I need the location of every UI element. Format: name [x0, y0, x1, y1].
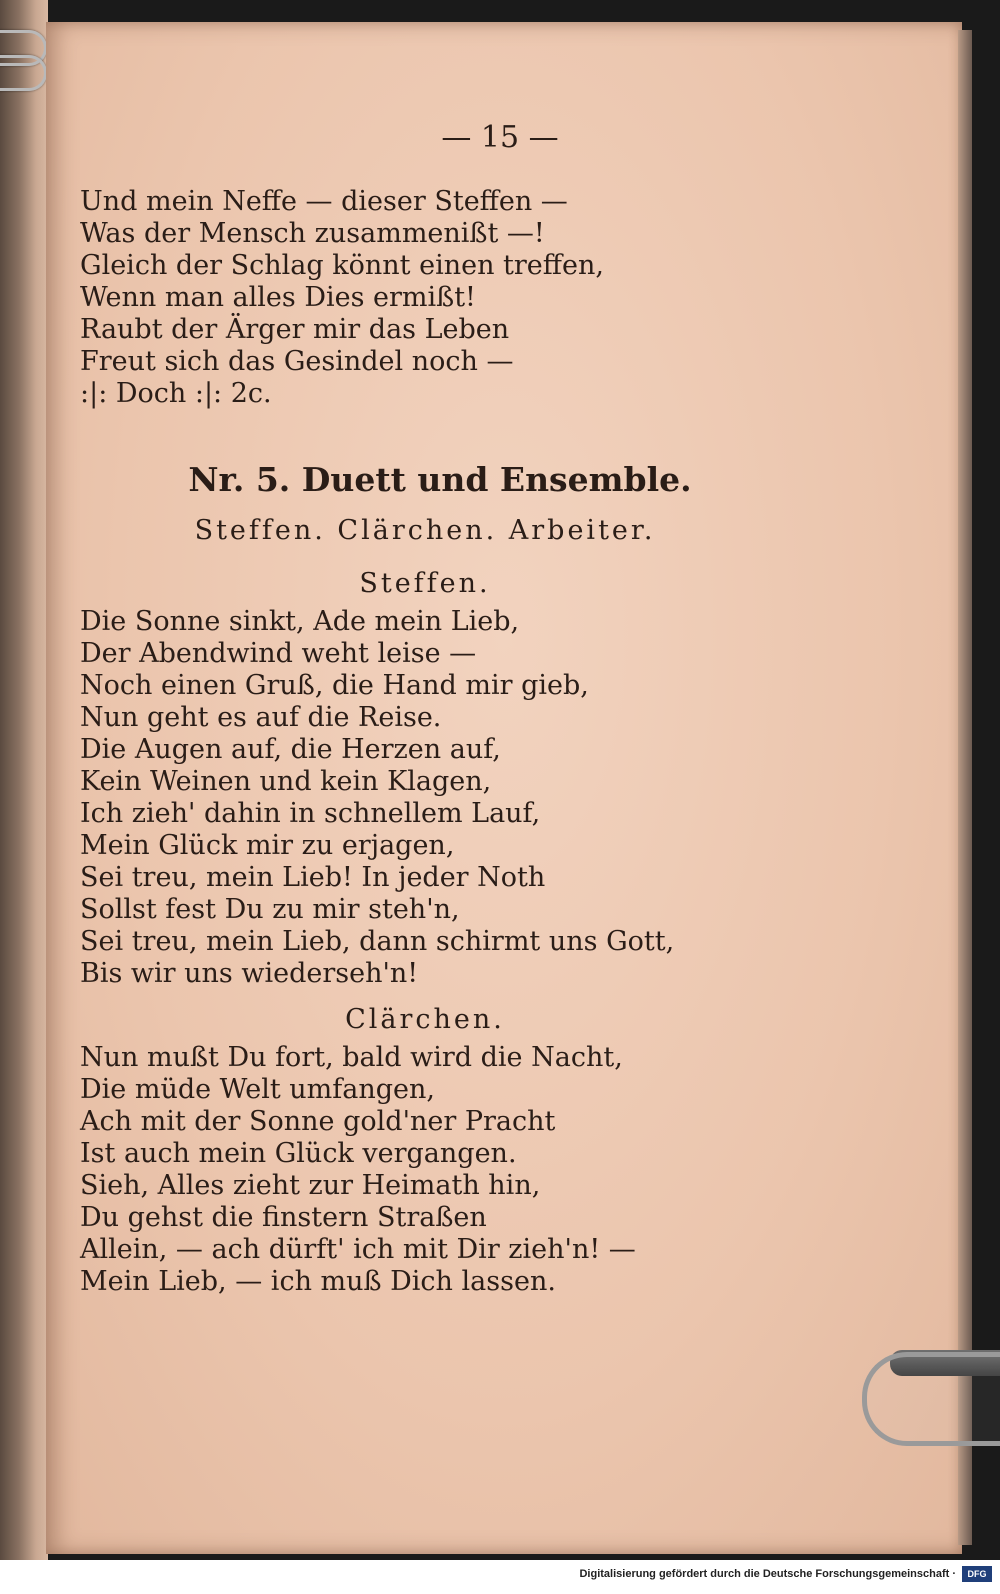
verse-line: Noch einen Gruß, die Hand mir gieb,	[80, 670, 589, 701]
verse-line: Freut sich das Gesindel noch —	[80, 346, 514, 377]
verse-line: Mein Lieb, — ich muß Dich lassen.	[80, 1266, 556, 1297]
stanza-steffen	[80, 606, 674, 990]
verse-line: Du gehst die finstern Straßen	[80, 1202, 487, 1233]
footer-bar	[0, 1560, 1000, 1594]
verse-line: Der Abendwind weht leise —	[80, 638, 477, 669]
page-edge	[958, 30, 972, 1545]
verse-line: Sei treu, mein Lieb! In jeder Noth	[80, 862, 546, 893]
section-number: Nr. 5.	[188, 460, 291, 499]
speaker-steffen: Steffen.	[359, 568, 491, 599]
verse-line: Die Sonne sinkt, Ade mein Lieb,	[80, 606, 520, 637]
book-binding	[0, 0, 48, 1560]
verse-line: Sei treu, mein Lieb, dann schirmt uns Gott,	[80, 926, 675, 957]
verse-line: Nun geht es auf die Reise.	[80, 702, 442, 733]
verse-line: Ich zieh' dahin in schnellem Lauf,	[80, 798, 541, 829]
stanza-claerchen	[80, 1042, 636, 1298]
verse-line: Raubt der Ärger mir das Leben	[80, 314, 510, 345]
verse-line: Kein Weinen und kein Klagen,	[80, 766, 492, 797]
verse-line: Nun mußt Du fort, bald wird die Nacht,	[80, 1042, 623, 1073]
section-title: Duett und Ensemble.	[301, 460, 692, 499]
verse-line: Wenn man alles Dies ermißt!	[80, 282, 476, 313]
binding-ring	[0, 55, 47, 91]
verse-line: Die müde Welt umfangen,	[80, 1074, 435, 1105]
verse-line: Mein Glück mir zu erjagen,	[80, 830, 455, 861]
roles-list: Steffen. Clärchen. Arbeiter.	[194, 515, 656, 546]
stanza-top	[80, 186, 604, 410]
verse-line: Ach mit der Sonne gold'ner Pracht	[80, 1106, 556, 1137]
page-clip	[862, 1352, 1000, 1446]
verse-line: Sieh, Alles zieht zur Heimath hin,	[80, 1170, 541, 1201]
verse-line: Ist auch mein Glück vergangen.	[80, 1138, 517, 1169]
verse-line: Und mein Neffe — dieser Steffen —	[80, 186, 568, 217]
verse-line: Was der Mensch zusammenißt —!	[80, 218, 545, 249]
page-number: — 15 —	[441, 120, 559, 155]
verse-line: Allein, — ach dürft' ich mit Dir zieh'n! —	[80, 1234, 636, 1265]
footer-credit: Digitalisierung gefördert durch die Deutsche Forschungsgemeinschaft ·	[579, 1568, 956, 1580]
speaker-claerchen: Clärchen.	[345, 1004, 505, 1035]
verse-line: Bis wir uns wiederseh'n!	[80, 958, 419, 989]
verse-line: :|: Doch :|: 2c.	[80, 378, 272, 409]
verse-line: Die Augen auf, die Herzen auf,	[80, 734, 501, 765]
dfg-logo: DFG	[962, 1566, 992, 1582]
section-heading	[0, 460, 880, 499]
verse-line: Sollst fest Du zu mir steh'n,	[80, 894, 460, 925]
verse-line: Gleich der Schlag könnt einen treffen,	[80, 250, 604, 281]
